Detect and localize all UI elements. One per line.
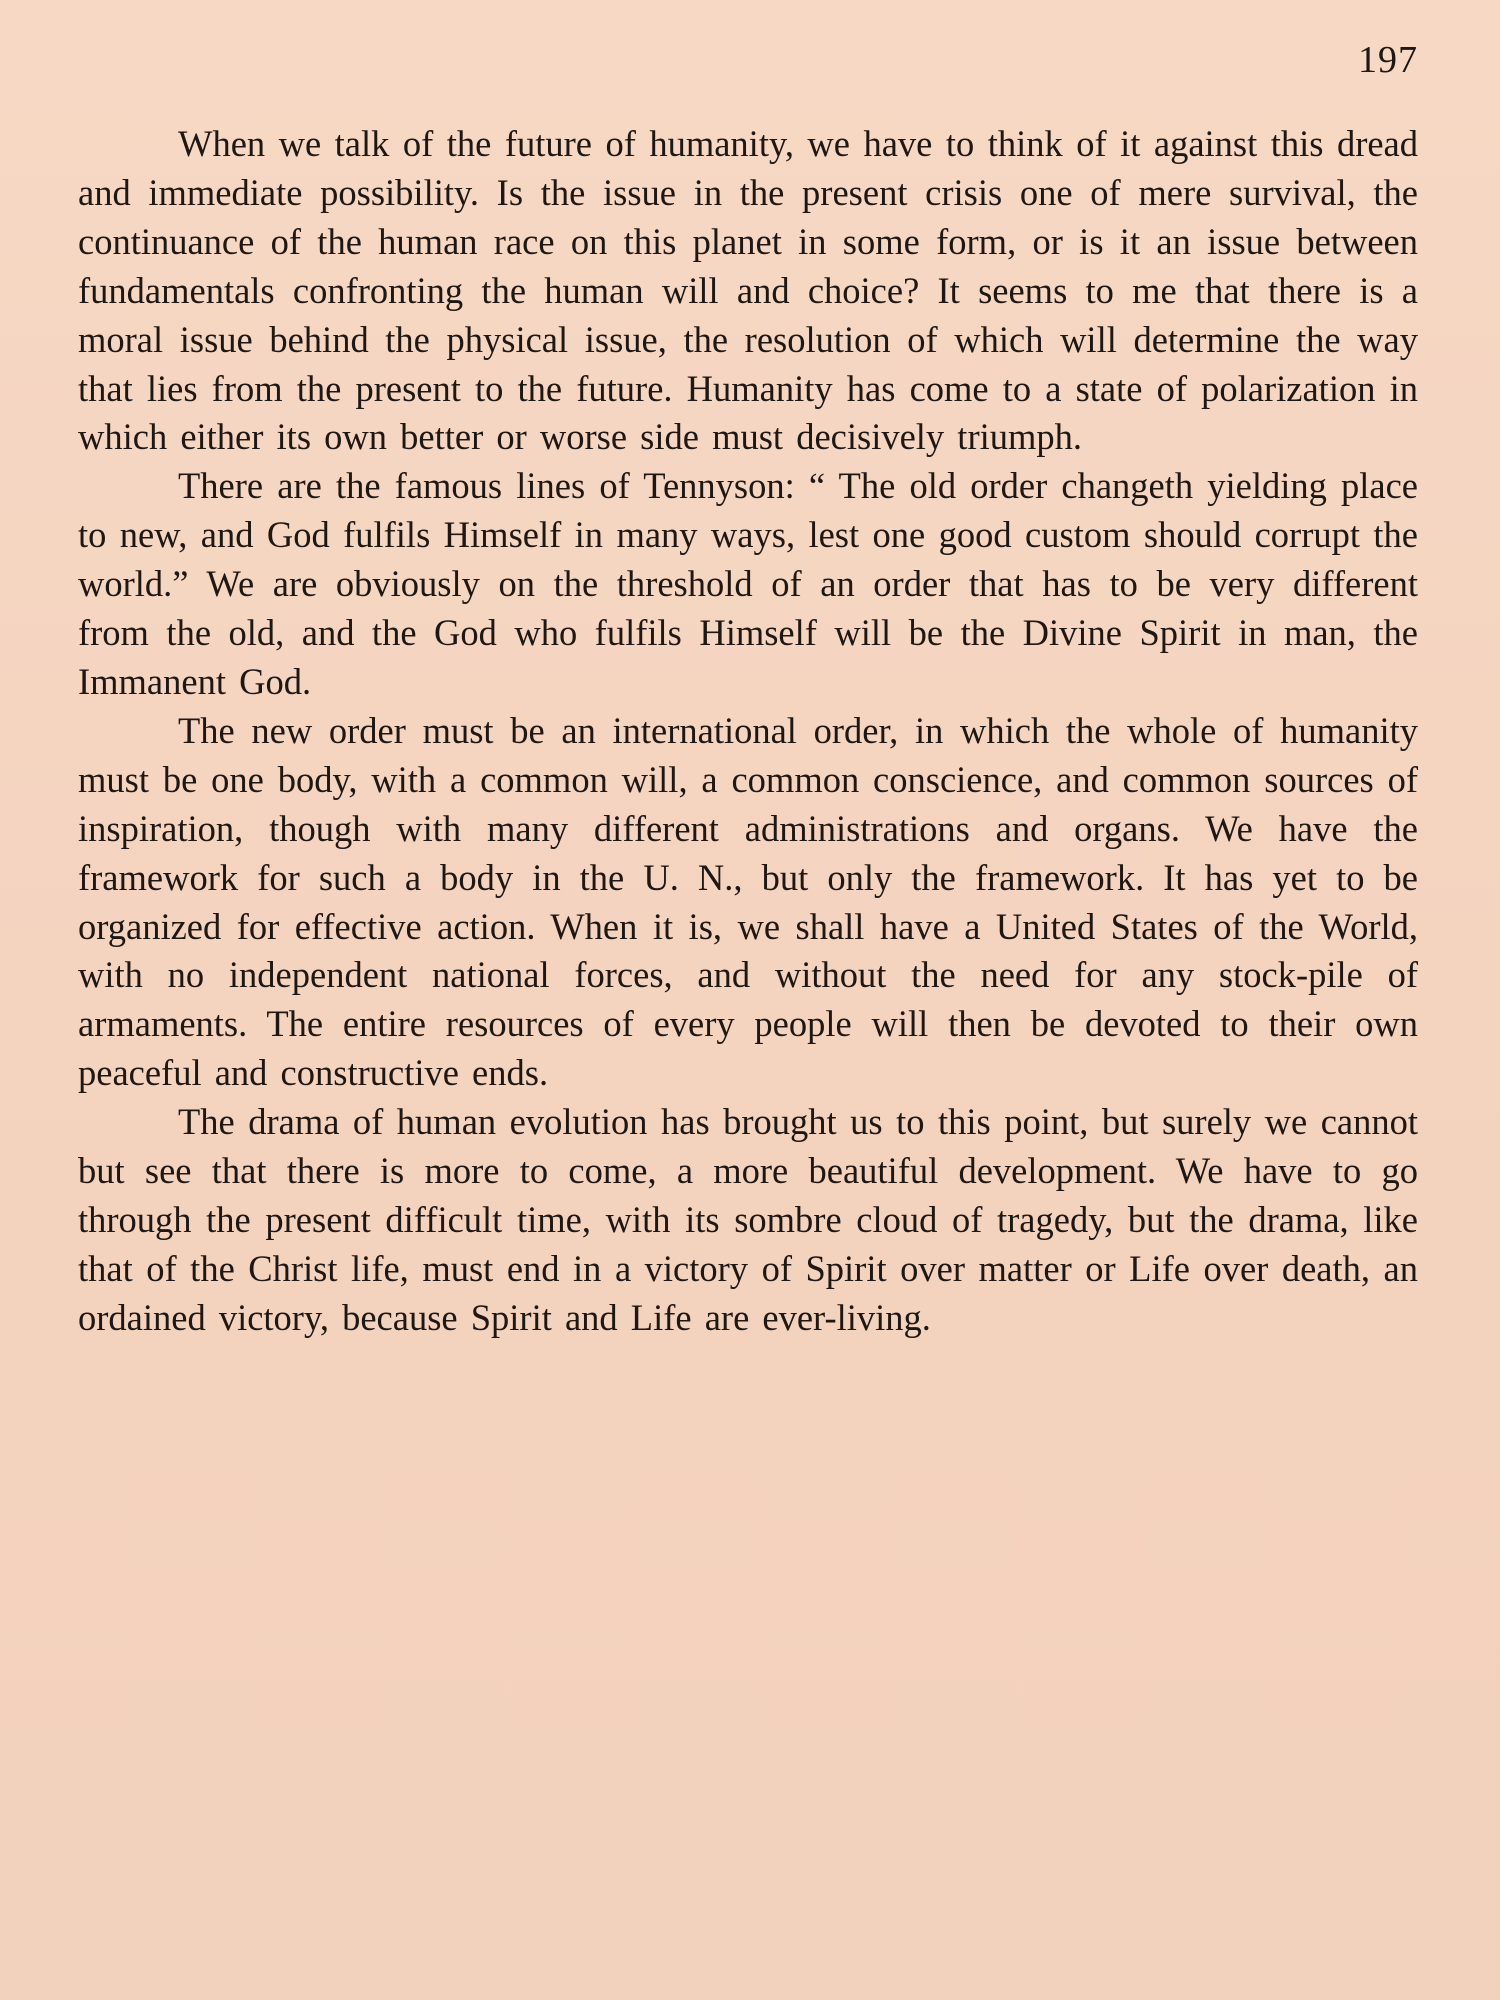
paragraph-3: The new order must be an international order, in which the whole of humanity must be one body, with a common will, a common conscience, and common sources of inspiration, though with many different administrations and organs. We have the framework for such a body in the U. N., but only the framework. It has yet to be organized for effective action. When it is, we shall have a United States of the World, with no independent national forces, and without the need for any stock-pile of armaments. The entire resources of every people will then be devoted to their own peaceful and constructive ends. [78,709,1418,1094]
paragraph-1: When we talk of the future of humanity, we have to think of it against this dread and immediate possibility. Is the issue in the present crisis one of mere survival, the continuance of the human race on this planet in some form, or is it an issue between fundamentals confronting the human will and choice? It seems to me that there is a moral issue behind the physical issue, the resolution of which will determine the way that lies from the present to the future. Humanity has come to a state of polarization in which either its own better or worse side must decisively triumph. [78,123,1418,458]
paragraph-4: The drama of human evolution has brought us to this point, but surely we cannot but see that there is more to come, a more beautiful development. We have to go through the present difficult time, with its sombre cloud of tragedy, but the drama, like that of the Christ life, must end in a victory of Spirit over matter or Life over death, an ordained victory, because Spirit and Life are ever-living. [78,1101,1418,1338]
body-text [78,120,1418,1343]
page-number: 197 [1358,39,1418,81]
paragraph-2: There are the famous lines of Tennyson: “ The old order changeth yielding place to new, and God fulfils Himself in many ways, lest one good custom should corrupt the world.” We are obviously on the threshold of an order that has to be very different from the old, and the God who fulfils Himself will be the Divine Spirit in man, the Immanent God. [78,465,1418,702]
